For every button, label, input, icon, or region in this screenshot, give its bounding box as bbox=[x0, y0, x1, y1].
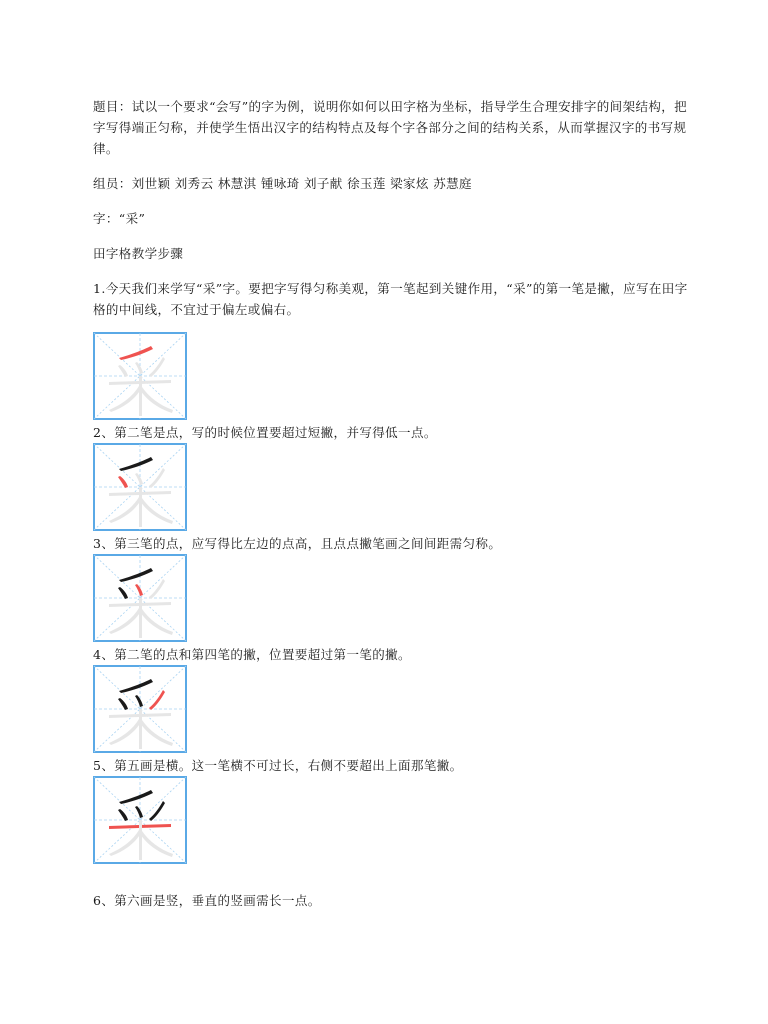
character-stroke bbox=[139, 598, 142, 638]
step-6-text: 6、第六画是竖，垂直的竖画需长一点。 bbox=[93, 893, 321, 908]
document-page bbox=[93, 96, 693, 911]
character-stroke bbox=[139, 487, 142, 527]
step-3-text: 3、第三笔的点，应写得比左边的点高，且点点撇笔画之间间距需匀称。 bbox=[93, 536, 502, 551]
group-members: 组员：刘世颖 刘秀云 林慧淇 锺咏琦 刘子献 徐玉莲 梁家炫 苏慧庭 bbox=[93, 176, 472, 191]
tianzige-step-3 bbox=[93, 554, 187, 642]
steps-title: 田字格教学步骤 bbox=[93, 246, 184, 261]
tianzige-step-1 bbox=[93, 332, 187, 420]
character-stroke bbox=[139, 376, 142, 416]
step-5-text: 5、第五画是横。这一笔横不可过长，右侧不要超出上面那笔撇。 bbox=[93, 758, 463, 773]
tianzige-step-2 bbox=[93, 443, 187, 531]
character-stroke bbox=[139, 820, 142, 860]
character-label: 字：“采” bbox=[93, 211, 146, 226]
character-stroke bbox=[139, 709, 142, 749]
step-1-text: 1.今天我们来学写“采”字。要把字写得匀称美观，第一笔起到关键作用，“采”的第一笔是撇，应写在田字格的中间线，不宜过于偏左或偏右。 bbox=[93, 281, 688, 317]
tianzige-step-5 bbox=[93, 776, 187, 864]
step-4-text: 4、第二笔的点和第四笔的撇，位置要超过第一笔的撇。 bbox=[93, 647, 411, 662]
topic-paragraph: 题目：试以一个要求“会写”的字为例，说明你如何以田字格为坐标，指导学生合理安排字的间架结构，把字写得端正匀称，并使学生悟出汉字的结构特点及每个字各部分之间的结构关系，从而掌握汉字的书写规律。 bbox=[93, 99, 688, 156]
tianzige-step-4 bbox=[93, 665, 187, 753]
step-2-text: 2、第二笔是点，写的时候位置要超过短撇，并写得低一点。 bbox=[93, 425, 437, 440]
